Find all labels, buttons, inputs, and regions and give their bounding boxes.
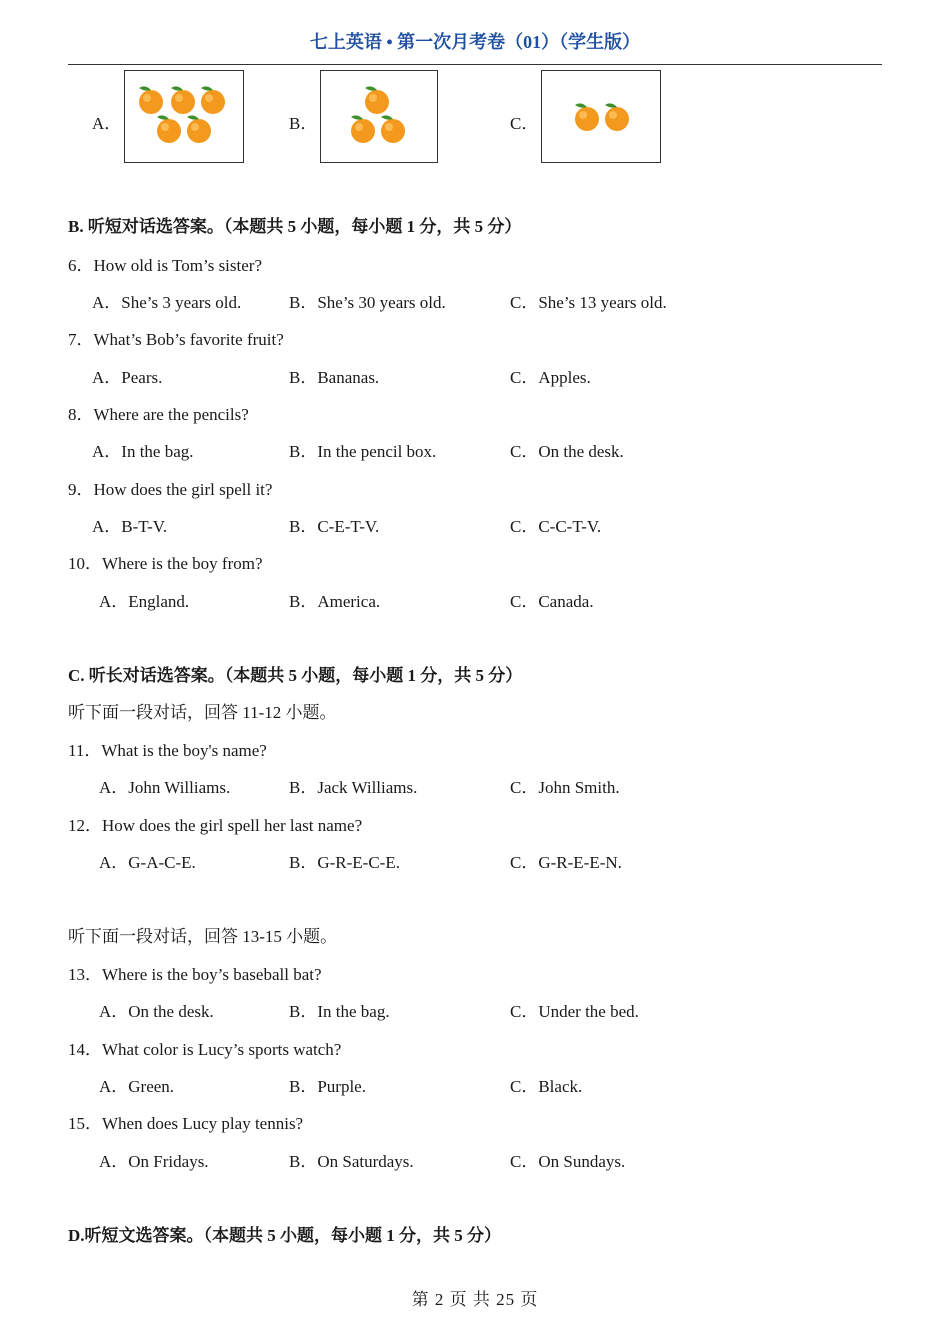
question-12-option-a: A．G-A-C-E. [99, 853, 196, 872]
question-9: 9．How does the girl spell it? [68, 480, 273, 499]
picture-option-c-label: C． [510, 114, 539, 133]
question-13-option-c: C．Under the bed. [510, 1002, 639, 1021]
question-12-option-c: C．G-R-E-E-N. [510, 853, 622, 872]
question-13-option-a: A．On the desk. [99, 1002, 214, 1021]
header-divider [68, 64, 882, 65]
question-8: 8．Where are the pencils? [68, 405, 249, 424]
question-10: 10．Where is the boy from? [68, 554, 263, 573]
question-6-option-a: A．She’s 3 years old. [92, 293, 242, 312]
two-oranges-icon [542, 71, 660, 162]
question-14-option-c: C．Black. [510, 1077, 583, 1096]
question-13: 13．Where is the boy’s baseball bat? [68, 965, 322, 984]
question-11-option-c: C．John Smith. [510, 778, 620, 797]
question-8-option-b: B．In the pencil box. [289, 442, 437, 461]
question-12: 12．How does the girl spell her last name? [68, 816, 363, 835]
picture-option-a-label: A． [92, 114, 122, 133]
question-15-option-a: A．On Fridays. [99, 1152, 209, 1171]
question-8-option-a: A．In the bag. [92, 442, 194, 461]
question-14-option-a: A．Green. [99, 1077, 175, 1096]
section-c-title: C. 听长对话选答案。（本题共 5 小题，每小题 1 分，共 5 分） [68, 666, 523, 685]
question-7-option-b: B．Bananas. [289, 368, 380, 387]
question-11: 11．What is the boy's name? [68, 741, 267, 760]
question-15-option-c: C．On Sundays. [510, 1152, 626, 1171]
question-11-option-b: B．Jack Williams. [289, 778, 418, 797]
page-header-title: 七上英语 • 第一次月考卷（01）（学生版） [309, 32, 641, 52]
picture-option-a-image [124, 70, 244, 163]
section-c-intro-1: 听下面一段对话，回答 11-12 小题。 [68, 703, 337, 722]
five-oranges-icon [125, 71, 243, 162]
question-6-option-c: C．She’s 13 years old. [510, 293, 667, 312]
picture-option-b-image [320, 70, 438, 163]
question-9-option-a: A．B-T-V. [92, 517, 168, 536]
question-9-option-c: C．C-C-T-V. [510, 517, 602, 536]
question-14: 14．What color is Lucy’s sports watch? [68, 1040, 342, 1059]
question-9-option-b: B．C-E-T-V. [289, 517, 380, 536]
question-7-option-c: C．Apples. [510, 368, 591, 387]
question-6-option-b: B．She’s 30 years old. [289, 293, 446, 312]
question-13-option-b: B．In the bag. [289, 1002, 390, 1021]
question-7-option-a: A．Pears. [92, 368, 163, 387]
page-footer: 第 2 页 共 25 页 [411, 1290, 539, 1309]
question-15-option-b: B．On Saturdays. [289, 1152, 414, 1171]
question-8-option-c: C．On the desk. [510, 442, 624, 461]
question-6: 6．How old is Tom’s sister? [68, 256, 262, 275]
section-b-title: B. 听短对话选答案。（本题共 5 小题，每小题 1 分，共 5 分） [68, 217, 522, 236]
question-10-option-c: C．Canada. [510, 592, 594, 611]
question-11-option-a: A．John Williams. [99, 778, 231, 797]
section-d-title: D.听短文选答案。（本题共 5 小题，每小题 1 分，共 5 分） [68, 1226, 502, 1245]
question-14-option-b: B．Purple. [289, 1077, 366, 1096]
picture-option-b-label: B． [289, 114, 318, 133]
question-15: 15．When does Lucy play tennis? [68, 1114, 304, 1133]
question-10-option-b: B．America. [289, 592, 381, 611]
section-c-intro-2: 听下面一段对话，回答 13-15 小题。 [68, 927, 338, 946]
three-oranges-icon [321, 71, 437, 162]
question-7: 7．What’s Bob’s favorite fruit? [68, 330, 284, 349]
question-10-option-a: A．England. [99, 592, 190, 611]
picture-option-c-image [541, 70, 661, 163]
question-12-option-b: B．G-R-E-C-E. [289, 853, 400, 872]
